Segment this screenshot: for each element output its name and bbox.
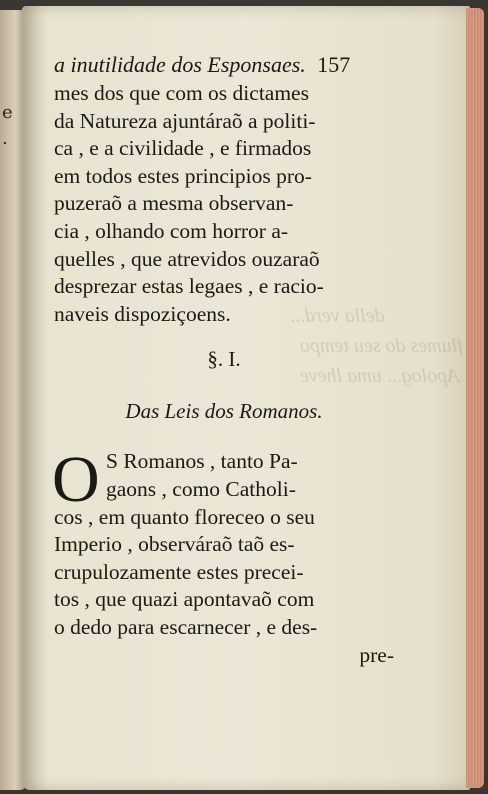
- text-line: cia , olhando com horror a-: [54, 218, 289, 243]
- text-line: cos , em quanto floreceo o seu: [54, 504, 315, 529]
- section-subtitle: Das Leis dos Romanos.: [125, 399, 323, 424]
- show-through-text: flumes do seu tempo: [300, 335, 463, 357]
- show-through-text: Apolog... uma lheve: [300, 365, 460, 387]
- page-text: [54, 50, 394, 669]
- text-line: tos , que quazi apontavaõ com: [54, 587, 315, 612]
- text-line: gaons , como Catholi-: [106, 476, 296, 501]
- text-line: S Romanos , tanto Pa-: [106, 449, 298, 474]
- paragraph-1: [54, 80, 394, 328]
- facing-page-fragment: e: [2, 102, 13, 123]
- text-line: naveis dispoziçoens.: [54, 301, 231, 326]
- page-stack-edge: [466, 8, 484, 788]
- page-number: 157: [317, 52, 351, 77]
- catchword: pre-: [359, 642, 394, 667]
- show-through-text: della verd...: [290, 305, 385, 327]
- section-heading: §. I.: [207, 347, 241, 372]
- text-line: o dedo para escarnecer , e des-: [54, 614, 318, 639]
- text-line: desprezar estas legaes , e racio-: [54, 274, 324, 299]
- running-title: a inutilidade dos Esponsaes.: [54, 52, 306, 77]
- text-line: em todos estes principios pro-: [54, 163, 312, 188]
- text-line: da Natureza ajuntáraõ a politi-: [54, 108, 316, 133]
- text-line: crupulozamente estes precei-: [54, 559, 304, 584]
- text-line: Imperio , observáraõ taõ es-: [54, 532, 295, 557]
- text-line: ca , e a civilidade , e firmados: [54, 136, 312, 161]
- drop-cap: O: [52, 443, 100, 517]
- text-line: quelles , que atrevidos ouzaraõ: [54, 246, 320, 271]
- text-line: mes dos que com os dictames: [54, 81, 309, 105]
- running-header: [54, 50, 394, 80]
- paragraph-2: [52, 443, 394, 641]
- text-line: puzeraõ a mesma observan-: [54, 191, 294, 216]
- facing-page-fragment: .: [2, 128, 8, 149]
